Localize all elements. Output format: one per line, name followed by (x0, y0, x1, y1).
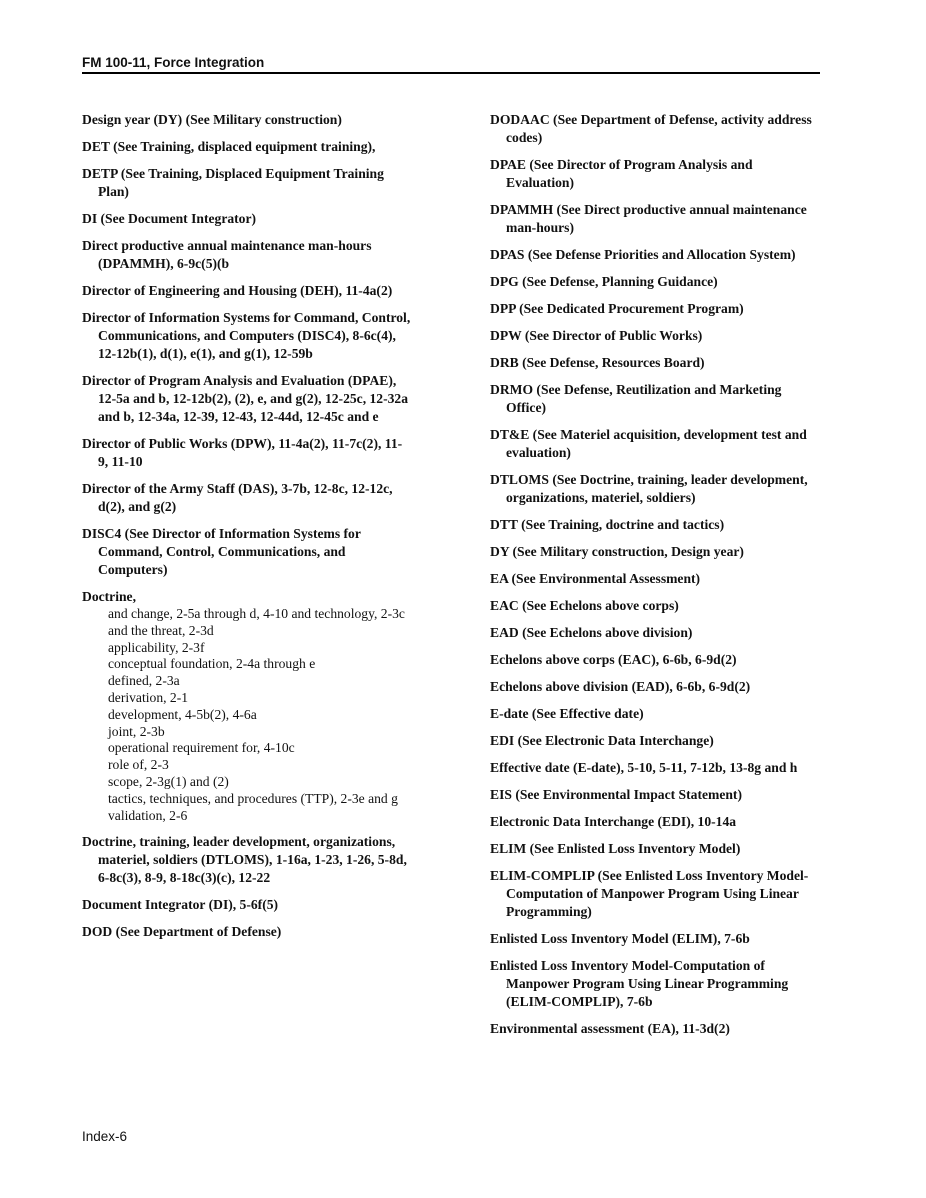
index-entry: Direct productive annual maintenance man-hours (DPAMMH), 6-9c(5)(b (82, 238, 372, 271)
index-entry: DI (See Document Integrator) (82, 211, 257, 226)
index-entry: DRB (See Defense, Resources Board) (490, 355, 705, 370)
index-entry: Director of Program Analysis and Evaluation (DPAE), 12-5a and b, 12-12b(2), (2), e, and g(2), 12-25c, 12-32a and b, 12-34a, 12-39, 12-43, 12-44d, 12-45c and e (82, 373, 409, 424)
doctrine-subentry: scope, 2-3g(1) and (2) (108, 773, 229, 789)
index-entry: DPG (See Defense, Planning Guidance) (490, 274, 718, 289)
index-entry: Doctrine, training, leader development, organizations, materiel, soldiers (DTLOMS), 1-16a, 1-23, 1-26, 5-8d, 6-8c(3), 8-9, 8-18c(3)(c), 12-22 (82, 834, 407, 886)
index-entry: DRMO (See Defense, Reutilization and Marketing Office) (490, 382, 782, 415)
doctrine-subentry: and the threat, 2-3d (108, 622, 214, 638)
index-entry: EDI (See Electronic Data Interchange) (490, 733, 714, 748)
index-entry: DPAS (See Defense Priorities and Allocation System) (490, 247, 796, 262)
index-entry: DOD (See Department of Defense) (82, 924, 282, 940)
doctrine-heading: Doctrine, (82, 589, 136, 604)
index-entry: Echelons above division (EAD), 6-6b, 6-9d(2) (490, 679, 751, 694)
doctrine-subentry: derivation, 2-1 (108, 689, 189, 705)
index-entry: Echelons above corps (EAC), 6-6b, 6-9d(2) (490, 652, 737, 667)
index-entry: Enlisted Loss Inventory Model (ELIM), 7-6b (490, 931, 750, 946)
index-entry: DT&E (See Materiel acquisition, development test and evaluation) (490, 427, 807, 460)
index-entry: Director of Engineering and Housing (DEH), 11-4a(2) (82, 283, 393, 298)
doctrine-subentry: development, 4-5b(2), 4-6a (108, 706, 257, 722)
doctrine-entry (82, 588, 412, 824)
index-entry: EIS (See Environmental Impact Statement) (490, 787, 742, 802)
doctrine-subentry: defined, 2-3a (108, 673, 180, 689)
index-entry: Environmental assessment (EA), 11-3d(2) (490, 1021, 730, 1036)
doctrine-subentry: applicability, 2-3f (108, 639, 205, 655)
index-entry: Director of Information Systems for Command, Control, Communications, and Computers (DISC4), 8-6c(4), 12-12b(1), d(1), e(1), and g(1), 12-59b (82, 310, 411, 361)
index-entry: Enlisted Loss Inventory Model-Computation of Manpower Program Using Linear Programming (ELIM-COMPLIP), 7-6b (490, 958, 789, 1009)
index-entry: DPW (See Director of Public Works) (490, 328, 703, 343)
index-entry: DET (See Training, displaced equipment training), (82, 139, 376, 154)
doctrine-subentry: validation, 2-6 (108, 807, 188, 823)
doctrine-subentry: role of, 2-3 (108, 757, 169, 773)
index-entry: Electronic Data Interchange (EDI), 10-14a (490, 814, 737, 829)
right-column (490, 111, 820, 1047)
running-header: FM 100-11, Force Integration (82, 55, 820, 74)
index-entry: ELIM-COMPLIP (See Enlisted Loss Inventory Model-Computation of Manpower Program Using Linear Programming) (490, 868, 809, 919)
index-entry: Director of Public Works (DPW), 11-4a(2), 11-7c(2), 11-9, 11-10 (82, 436, 403, 469)
index-entry: DY (See Military construction, Design year) (490, 544, 744, 559)
index-entry: Director of the Army Staff (DAS), 3-7b, 12-8c, 12-12c, d(2), and g(2) (82, 481, 393, 514)
index-entry: EAC (See Echelons above corps) (490, 598, 679, 613)
index-entry: Effective date (E-date), 5-10, 5-11, 7-12b, 13-8g and h (490, 760, 798, 775)
index-entry: DISC4 (See Director of Information Systems for Command, Control, Communications, and Computers) (82, 526, 361, 577)
doctrine-subentry: joint, 2-3b (108, 723, 165, 739)
index-entry: E-date (See Effective date) (490, 706, 644, 721)
index-entry: DTLOMS (See Doctrine, training, leader development, organizations, materiel, soldiers) (490, 472, 808, 505)
index-entry: DODAAC (See Department of Defense, activity address codes) (490, 112, 812, 145)
doctrine-subentry: conceptual foundation, 2-4a through e (108, 656, 316, 672)
index-entry: DPAE (See Director of Program Analysis and Evaluation) (490, 157, 753, 190)
index-entry: DTT (See Training, doctrine and tactics) (490, 517, 725, 532)
doctrine-subentry: operational requirement for, 4-10c (108, 740, 295, 756)
left-column (82, 111, 412, 950)
doctrine-subentry: tactics, techniques, and procedures (TTP), 2-3e and g (108, 790, 398, 806)
doctrine-subentry: and change, 2-5a through d, 4-10 and technology, 2-3c (108, 606, 405, 621)
index-entry: DPAMMH (See Direct productive annual maintenance man-hours) (490, 202, 807, 235)
index-entry: EA (See Environmental Assessment) (490, 571, 701, 586)
index-entry: ELIM (See Enlisted Loss Inventory Model) (490, 841, 741, 856)
index-entry: Document Integrator (DI), 5-6f(5) (82, 897, 279, 913)
page-number: Index-6 (82, 1129, 128, 1144)
index-entry: EAD (See Echelons above division) (490, 625, 693, 640)
index-entry: Design year (DY) (See Military construction) (82, 112, 342, 127)
index-entry: DPP (See Dedicated Procurement Program) (490, 301, 744, 316)
index-entry: DETP (See Training, Displaced Equipment Training Plan) (82, 166, 384, 199)
